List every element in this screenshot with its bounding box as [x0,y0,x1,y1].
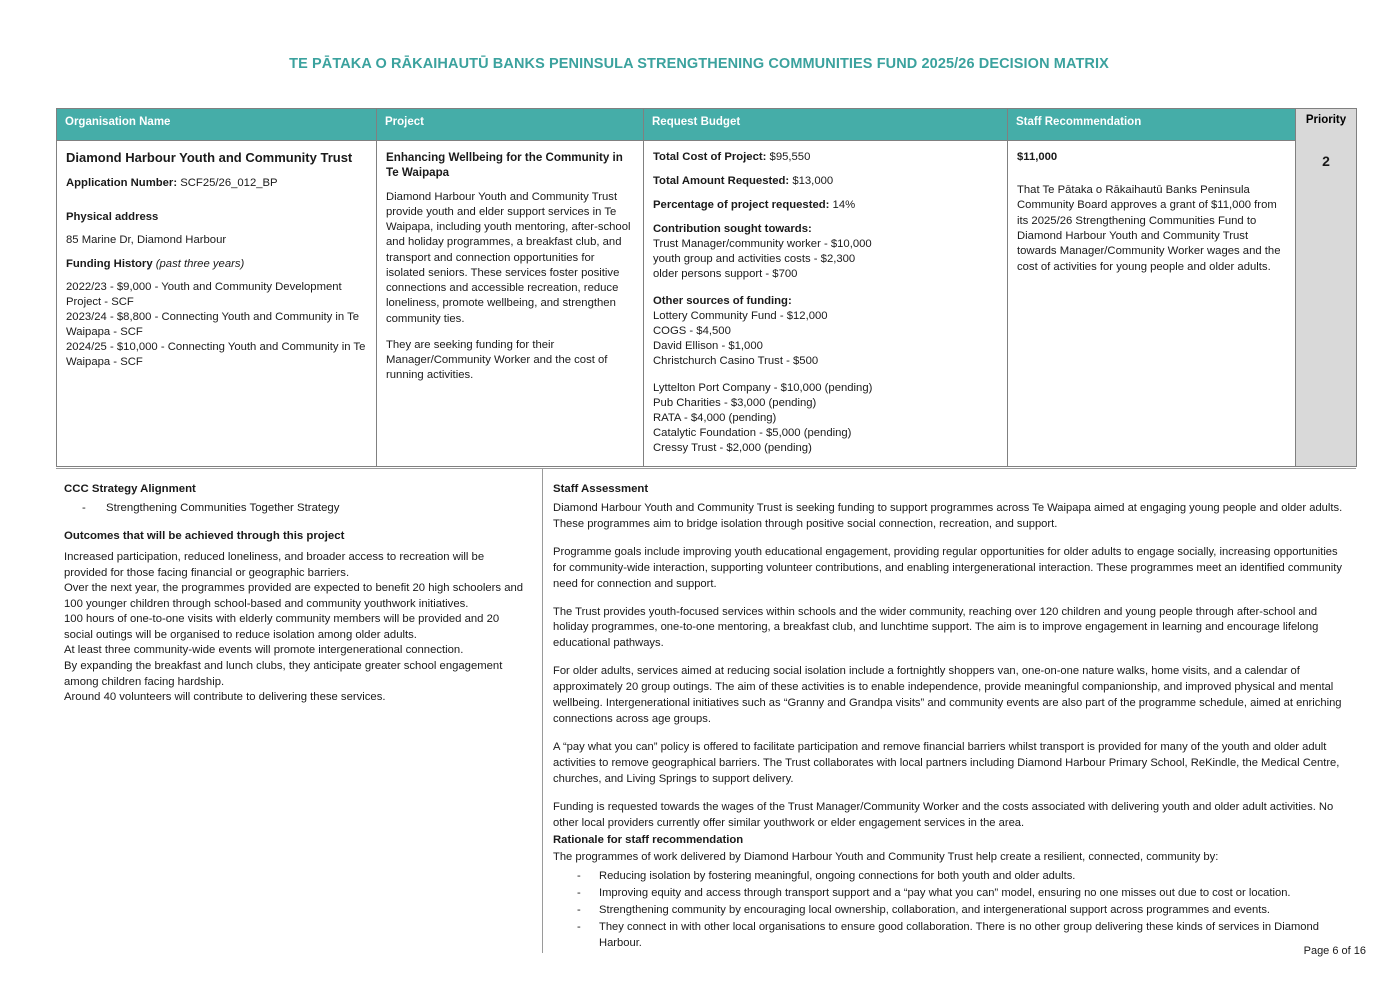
other-sources-heading: Other sources of funding: [653,295,792,308]
pending-source-item: Pub Charities - $3,000 (pending) [653,397,817,410]
strategy-alignment-heading: CCC Strategy Alignment [64,483,196,495]
total-cost [653,150,998,165]
outcome-line: At least three community-wide events will promote intergenerational connection. [64,644,464,657]
project-paragraph: Diamond Harbour Youth and Community Trust provide youth and elder support services in Te Waipapa, including youth mentoring, after-school and holiday programmes, a breakfast club, and transport and connection opportunities for isolated seniors. These services foster positive connections and accessible recreation, reduce loneliness, promote wellbeing, and strengthen community ties. [386,190,631,325]
contribution-sought-group [653,222,998,282]
decision-matrix-table [56,108,1357,467]
application-number-value: SCF25/26_012_BP [180,176,278,189]
other-source-item: COGS - $4,500 [653,325,731,338]
assessment-paragraph: Diamond Harbour Youth and Community Trust is seeking funding to support programmes across Te Waipapa aimed at engaging young people and older adults. These programmes aim to bridge isolation through positive social connection, recreation, and support. [553,502,1343,530]
assessment-paragraph: Programme goals include improving youth educational engagement, providing regular opportunities for older adults to engage socially, increasing opportunities for community-wide interaction, supporting volunteer contributions, and enabling intergenerational interaction. These programmes meet an identified community need for connection and support. [553,545,1342,590]
page-footer: Page 6 of 16 [1303,945,1366,957]
total-cost-label: Total Cost of Project: [653,151,767,163]
strategy-alignment-list [64,501,528,517]
percentage-requested [653,198,998,213]
funding-history-note: (past three years) [155,257,245,270]
list-item: - Strengthening Communities Together Strategy [64,501,528,517]
physical-address-value: 85 Marine Dr, Diamond Harbour [66,233,227,246]
application-number-label: Application Number: [66,176,178,189]
assessment-paragraph: The Trust provides youth-focused services within schools and the wider community, reaching over 120 children and young people through after-school and holiday programmes, one-to-one mentoring, a breakfast club, and lunchtime support. The aim is to improve engagement in learning and encourage lifelong educational pathways. [553,605,1319,650]
pending-source-item: Lyttelton Port Company - $10,000 (pending) [653,382,873,395]
funding-history-item: 2022/23 - $9,000 - Youth and Community Development Project - SCF [66,280,342,308]
pending-source-item: Cressy Trust - $2,000 (pending) [653,442,812,455]
pending-sources-group [653,381,998,456]
outcome-line: Around 40 volunteers will contribute to delivering these services. [64,691,386,704]
staff-assessment-heading: Staff Assessment [553,483,649,495]
total-cost-value: $95,550 [769,151,811,163]
list-item: - Reducing isolation by fostering meaningful, ongoing connections for both youth and older adults. [553,869,1352,885]
percentage-requested-value: 14% [832,199,856,212]
rationale-heading: Rationale for staff recommendation [553,834,744,847]
project-description [386,190,634,384]
pending-source-item: RATA - $4,000 (pending) [653,412,777,425]
column-header-request-budget: Request Budget [644,109,1008,141]
assessment-paragraph: Funding is requested towards the wages of the Trust Manager/Community Worker and the costs associated with delivering youth and older adult activities. No other local providers currently offer similar youthwork or elder engagement services in the area. [553,800,1334,829]
funding-history-label [66,257,367,272]
strategy-alignment-panel [56,469,542,953]
funding-history-title: Funding History [66,257,153,270]
column-header-staff-recommendation: Staff Recommendation [1008,109,1296,141]
total-requested [653,174,998,189]
cell-staff-recommendation [1008,141,1296,467]
total-requested-value: $13,000 [792,175,834,188]
rationale-intro: The programmes of work delivered by Diamond Harbour Youth and Community Trust help create a resilient, connected, community by: [553,851,1219,864]
contribution-heading: Contribution sought towards: [653,223,812,236]
assessment-paragraph: A “pay what you can” policy is offered to facilitate participation and remove financial barriers whilst transport is provided for many of the youth and older adult activities to remove geographical barriers. The Trust collaborates with local partners including Diamond Harbour Primary School, ReKindle, the Medical Centre, churches, and Living Springs to support delivery. [553,740,1340,785]
percentage-requested-label: Percentage of project requested: [653,199,830,212]
assessment-paragraph: For older adults, services aimed at reducing social isolation include a fortnightly shoppers van, one-on-one nature walks, home visits, and a calendar of approximately 20 group outings. The aim of these activities is to enable independence, provide meaningful companionship, and improved physical and mental wellbeing. Intergenerational initiatives such as “Granny and Grandpa visits” and community events are also part of the programme schedule, aimed at enriching connections across age groups. [553,665,1342,725]
list-item: - Strengthening community by encouraging local ownership, collaboration, and intergenerational support across programmes and events. [553,903,1352,919]
contribution-item: older persons support - $700 [653,268,798,281]
cell-project [377,141,644,467]
pending-source-item: Catalytic Foundation - $5,000 (pending) [653,427,852,440]
column-header-organisation: Organisation Name [57,109,377,141]
funding-history-item: 2023/24 - $8,800 - Connecting Youth and Community in Te Waipapa - SCF [66,310,360,338]
table-row [57,141,1357,467]
list-item: - They connect in with other local organisations to ensure good collaboration. There is no other group delivering these kinds of services in Diamond Harbour. [553,920,1352,952]
rationale-list [553,869,1352,952]
outcome-line: Increased participation, reduced loneliness, and broader access to recreation will be provided for those facing financial or geographic barriers. [64,550,485,579]
column-header-priority: Priority [1296,109,1357,141]
recommended-amount: $11,000 [1017,151,1058,163]
other-source-item: Christchurch Casino Trust - $500 [653,355,819,368]
cell-priority: 2 [1296,141,1357,467]
page-title: TE PĀTAKA O RĀKAIHAUTŪ BANKS PENINSULA STRENGTHENING COMMUNITIES FUND 2025/26 DECISION MATRIX [289,56,1109,72]
other-source-item: Lottery Community Fund - $12,000 [653,310,828,323]
project-paragraph: They are seeking funding for their Manager/Community Worker and the cost of running activities. [386,338,608,382]
funding-history-item: 2024/25 - $10,000 - Connecting Youth and Community in Te Waipapa - SCF [66,341,366,369]
assessment-section [56,468,1356,953]
cell-request-budget [644,141,1008,467]
outcome-line: 100 hours of one-to-one visits with elderly community members will be provided and 20 social outings will be organised to reduce isolation among older adults. [64,613,500,641]
other-source-item: David Ellison - $1,000 [653,340,763,353]
application-number [66,176,367,191]
staff-assessment-panel [542,469,1356,953]
column-header-project: Project [377,109,644,141]
recommendation-text: That Te Pātaka o Rākaihautū Banks Peninsula Community Board approves a grant of $11,000 from its 2025/26 Strengthening Communities Fund to Diamond Harbour Youth and Community Trust towards Manager/Community Worker wages and the cost of activities for young people and older adults. [1017,184,1281,273]
physical-address-label: Physical address [66,210,159,223]
outcome-line: Over the next year, the programmes provided are expected to benefit 20 high schoolers and 100 younger children through school-based and community youthwork initiatives. [64,582,524,610]
outcomes-heading: Outcomes that will be achieved through this project [64,529,345,542]
matrix-header-row [57,109,1357,141]
outcome-line: By expanding the breakfast and lunch clubs, they anticipate greater school engagement among children facing hardship. [64,660,503,688]
contribution-item: Trust Manager/community worker - $10,000 [653,238,872,251]
other-sources-group [653,294,998,369]
project-title: Enhancing Wellbeing for the Community in Te Waipapa [386,151,623,180]
cell-organisation [57,141,377,467]
contribution-item: youth group and activities costs - $2,300 [653,253,856,266]
total-requested-label: Total Amount Requested: [653,175,790,188]
list-item: - Improving equity and access through transport support and a “pay what you can” model, ensuring no one misses out due to cost or location. [553,886,1352,902]
organisation-name: Diamond Harbour Youth and Community Trust [66,150,353,165]
